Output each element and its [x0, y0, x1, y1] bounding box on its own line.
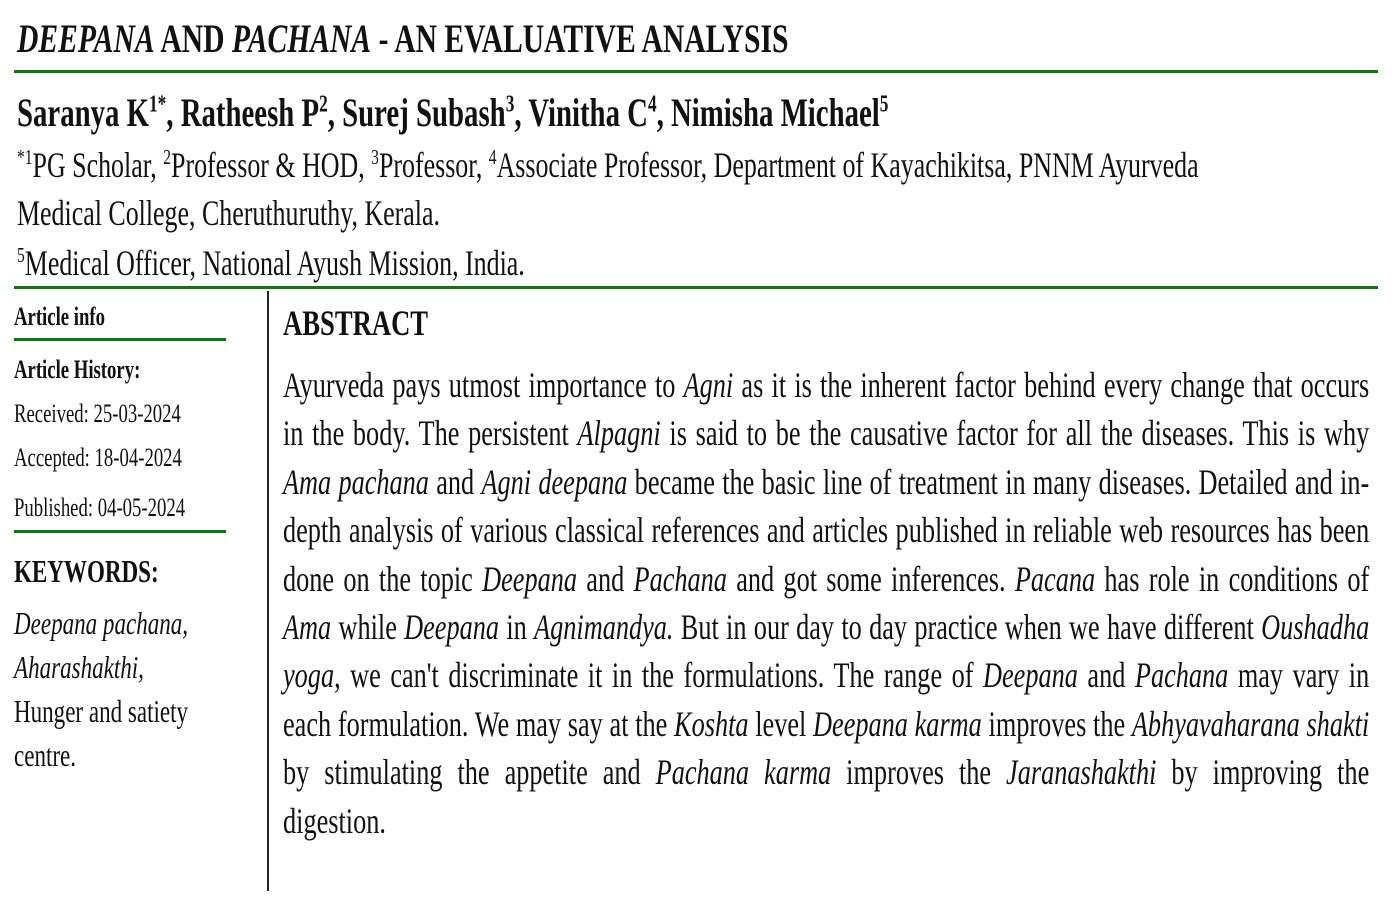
author-mark: 2: [319, 91, 328, 118]
abstract-segment: by stimulating the appetite and: [283, 752, 656, 793]
abstract-term: Deepana: [404, 607, 500, 648]
received-date: Received: 25-03-2024: [14, 399, 181, 428]
abstract-term: Pacana: [1014, 558, 1096, 599]
affiliation-line-3: [17, 240, 722, 286]
article-info-heading: Article info: [14, 302, 105, 331]
title-rest: - AN EVALUATIVE ANALYSIS: [371, 16, 789, 61]
abstract-term: Pachana: [633, 558, 727, 599]
author-mark: 5: [879, 91, 889, 118]
title-divider: [14, 70, 1378, 73]
abstract-segment: by improving the digestion.: [283, 752, 1370, 841]
abstract-segment: Ayurveda pays utmost importance to: [283, 365, 684, 405]
column-divider: [267, 291, 269, 891]
author-mark: 1*: [149, 91, 167, 118]
author-mark: 4: [647, 91, 657, 118]
author-name: Vinitha C: [528, 90, 648, 135]
abstract-segment: and: [428, 461, 482, 502]
title-term-pachana: PACHANA: [231, 16, 372, 61]
keyword-item: Aharashakthi,: [14, 649, 144, 685]
affil-mark: 5: [17, 243, 25, 268]
author-name: Surej Subash: [342, 90, 506, 135]
abstract-segment: improves the: [831, 752, 1007, 793]
abstract-term: Pachana: [1134, 655, 1229, 696]
abstract-term: Jaranashakthi: [1006, 752, 1157, 793]
abstract-term: Ama: [283, 607, 332, 648]
abstract-segment: and: [1077, 655, 1135, 696]
header-divider: [14, 286, 1378, 289]
abstract-segment: has role in conditions of: [1095, 558, 1370, 599]
affil-text: Professor & HOD,: [171, 145, 372, 185]
abstract-term: Pachana karma: [655, 752, 832, 793]
abstract-term: Oushadha yoga: [283, 607, 1370, 696]
article-title: [17, 14, 1060, 64]
affil-text: Medical Officer, National Ayush Mission, India.: [24, 243, 525, 283]
abstract-term: Agni deepana: [481, 461, 628, 502]
abstract-heading: ABSTRACT: [283, 303, 429, 343]
abstract-segment: is said to be the causative factor for all the diseases. This is why: [660, 413, 1370, 454]
accepted-date: Accepted: 18-04-2024: [14, 443, 182, 472]
affil-mark: *1: [17, 145, 33, 170]
published-date: Published: 04-05-2024: [14, 493, 186, 522]
title-and: AND: [154, 16, 232, 61]
abstract-term: Deepana: [983, 655, 1078, 696]
abstract-segment: as it is the inherent factor behind every change that occurs in the body. The persistent: [283, 365, 1370, 454]
abstract-term: Agni: [683, 365, 734, 405]
keyword-item: Deepana pachana,: [14, 605, 189, 641]
abstract-segment: while: [331, 607, 405, 648]
author-mark: 3: [505, 91, 515, 118]
abstract-term: Deepana: [482, 558, 578, 599]
affil-text: Professor,: [378, 145, 489, 185]
article-history-heading: Article History:: [14, 355, 141, 384]
abstract-segment: and: [577, 558, 634, 599]
abstract-term: Ama pachana: [283, 461, 429, 502]
abstract-term: Abhyavaharana shakti: [1131, 703, 1370, 744]
abstract-term: Deepana karma: [813, 703, 982, 744]
author-name: Saranya K: [17, 90, 150, 135]
abstract-segment: level: [748, 703, 814, 744]
abstract-segment: in: [499, 607, 535, 648]
affil-mark: 3: [371, 145, 379, 170]
author-name: Ratheesh P: [180, 90, 320, 135]
affil-mark: 2: [163, 145, 172, 170]
author-name: Nimisha Michael: [671, 90, 880, 135]
affil-mark: 4: [488, 145, 497, 170]
keywords-heading: KEYWORDS:: [14, 553, 159, 589]
affil-text: Associate Professor, Department of Kayachikitsa, PNNM Ayurveda: [496, 145, 1199, 185]
affiliation-line-2: Medical College, Cheruthuruthy, Kerala.: [17, 193, 440, 233]
author-list: Saranya $K^{1*}$, Ratheesh $P^2$, Surej Subash$^3$, Vinitha $C^4$, Nimisha Michael$^5$: [17, 90, 889, 135]
abstract-term: Koshta: [674, 703, 749, 744]
affiliation-line-1: [17, 142, 1394, 188]
keyword-item-continued: centre.: [14, 737, 77, 773]
abstract-segment: may vary in each formulation. We may say at the: [283, 655, 1370, 744]
keyword-item: Hunger and satiety: [14, 693, 189, 729]
abstract-term: Agnimandya.: [534, 607, 674, 648]
abstract-term: Alpagni: [577, 413, 661, 454]
article-info-divider: [14, 338, 226, 341]
affil-text: PG Scholar,: [32, 145, 164, 185]
abstract-segment: But in our day to day practice when we have different: [673, 607, 1262, 648]
abstract-text: [283, 361, 1369, 845]
abstract-segment: and got some inferences.: [726, 558, 1015, 599]
abstract-segment: , we can't discriminate it in the formulations. The range of: [334, 655, 984, 696]
title-term-deepana: DEEPANA: [17, 16, 155, 61]
abstract-segment: became the basic line of treatment in many diseases. Detailed and in-depth analysis of various classical references and articles published in reliable web resources has been done on the topic: [283, 461, 1370, 599]
abstract-segment: improves the: [981, 703, 1132, 744]
dates-divider: [14, 530, 226, 533]
